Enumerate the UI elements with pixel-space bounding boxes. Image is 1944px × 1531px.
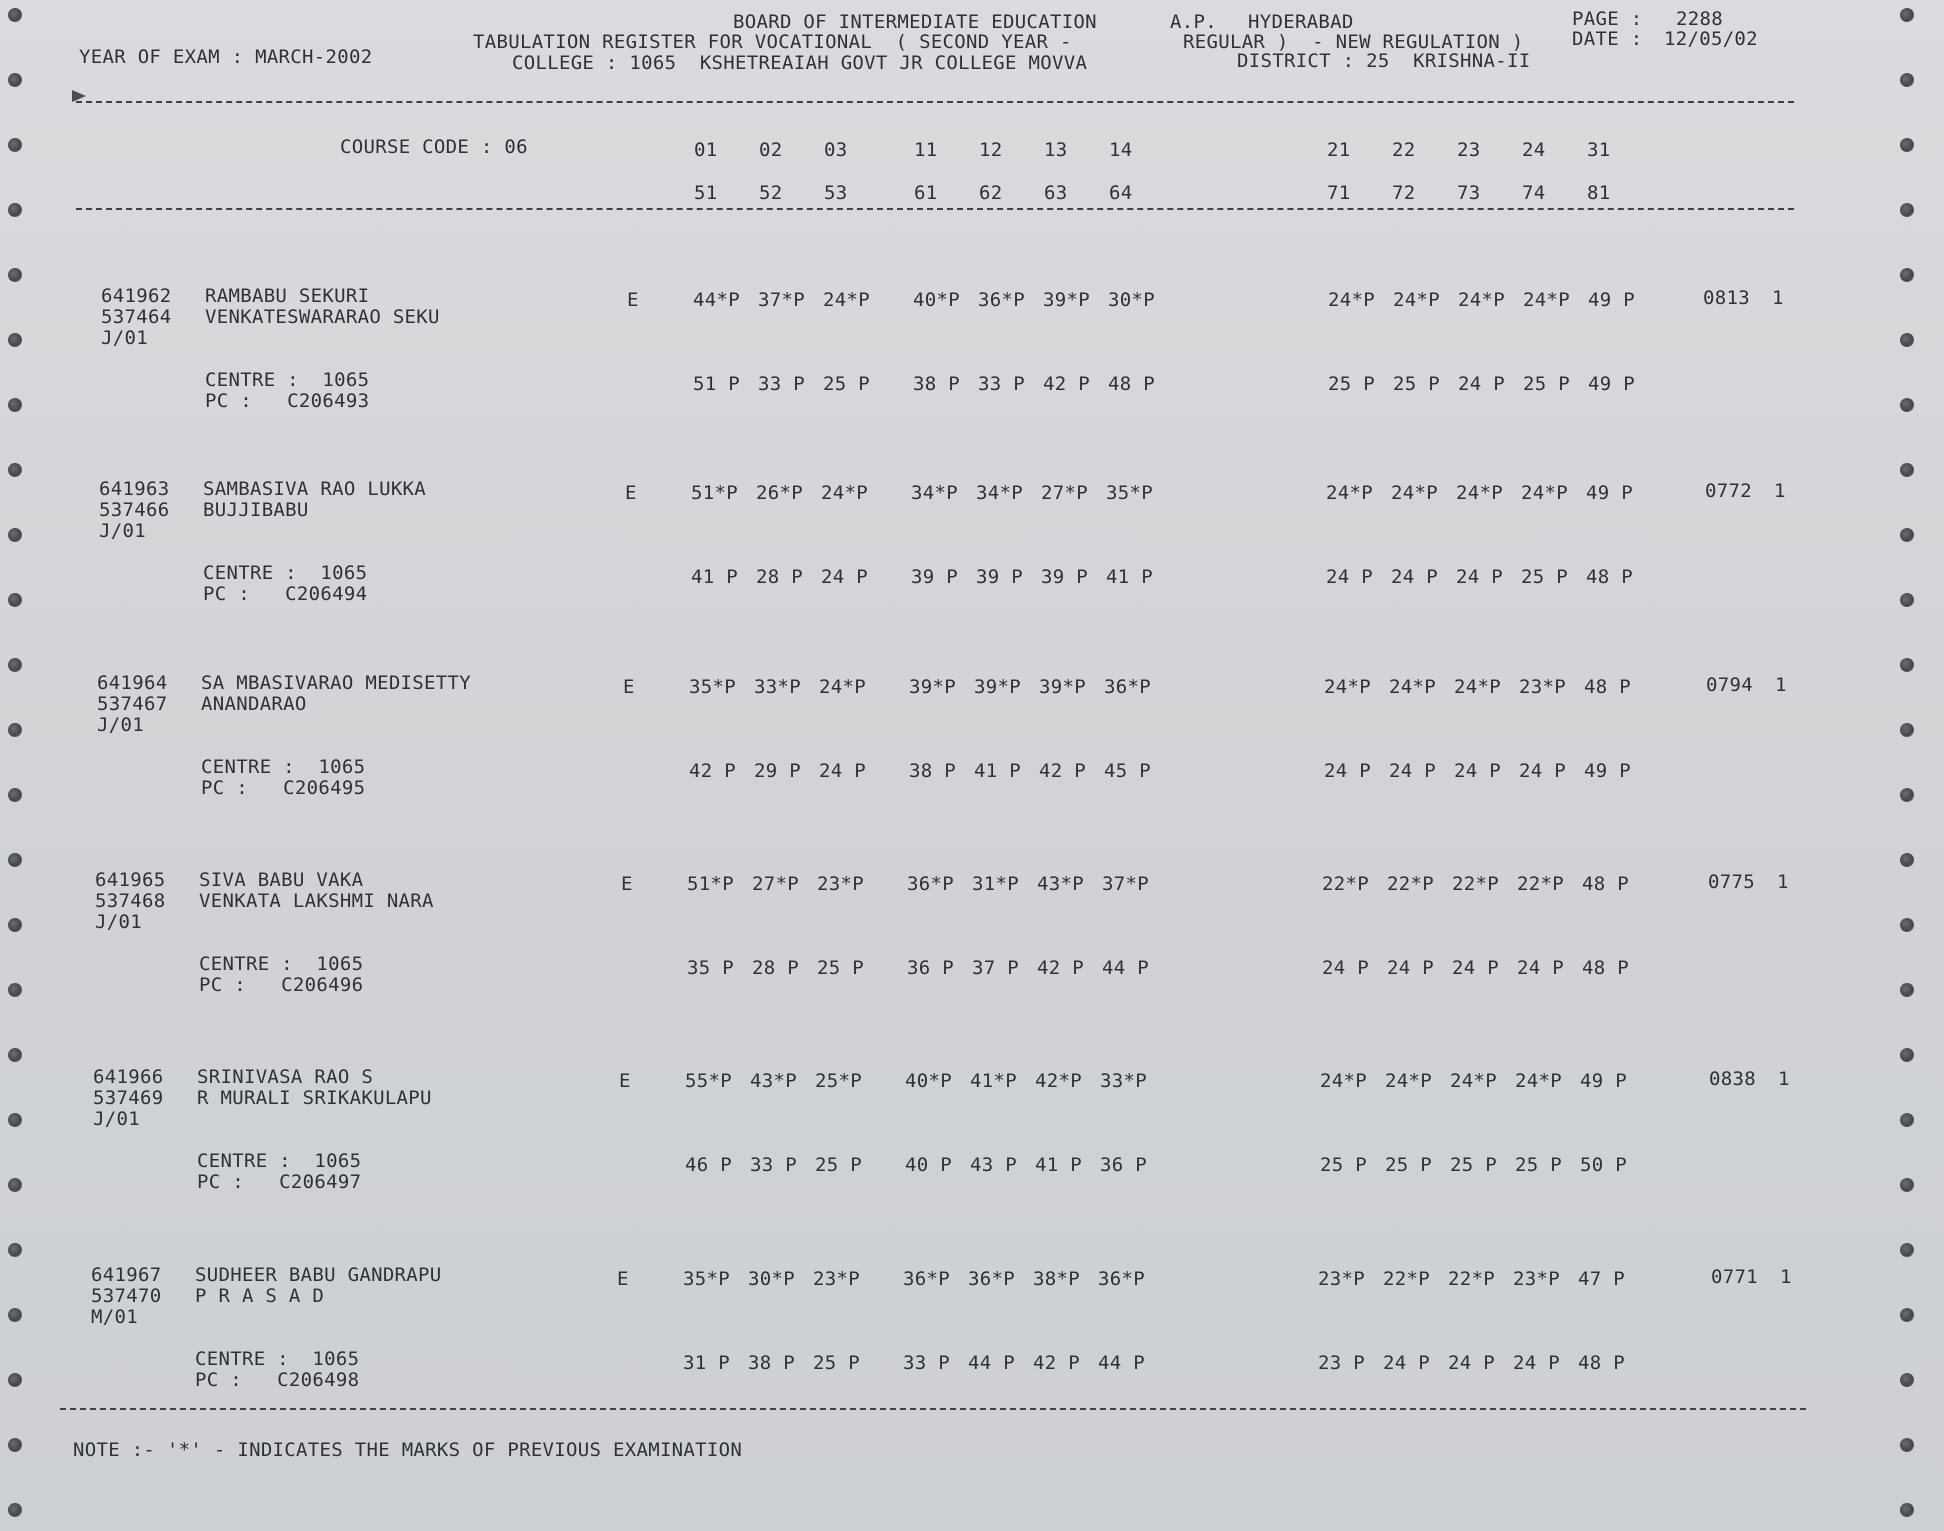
mark-current: 23*P [1513,1268,1560,1290]
year-of-exam: YEAR OF EXAM : MARCH-2002 [79,46,373,68]
centre-code: CENTRE : 1065 [205,369,370,391]
subject-code: 02 [759,139,783,161]
mark-current: 38*P [1033,1268,1080,1290]
mark-previous: 44 P [1102,957,1149,979]
header-divider [76,101,1794,103]
mark-current: 43*P [1037,873,1084,895]
mark-previous: 33 P [758,373,805,395]
tractor-hole [1900,723,1914,737]
pc-code: PC : C206493 [205,390,370,412]
mark-previous: 42 P [1039,760,1086,782]
mark-current: 24*P [823,289,870,311]
mark-previous: 35 P [687,957,734,979]
mark-previous: 25 P [1328,373,1375,395]
mark-previous: 42 P [1037,957,1084,979]
pc-code: PC : C206495 [201,777,366,799]
pc-code: PC : C206497 [197,1171,362,1193]
mark-current: 39*P [1039,676,1086,698]
roll-number: 537466 [99,499,170,521]
mark-current: 30*P [748,1268,795,1290]
tractor-hole [8,723,22,737]
medium-code: E [625,482,637,504]
total-marks: 0794 [1706,674,1753,696]
hall-ticket-number: 641962 [101,285,172,307]
mark-current: 49 P [1586,482,1633,504]
subject-code: 73 [1457,182,1481,204]
mark-previous: 25 P [815,1154,862,1176]
mark-current: 24*P [1523,289,1570,311]
mark-previous: 24 P [1322,957,1369,979]
mark-previous: 48 P [1108,373,1155,395]
centre-code: CENTRE : 1065 [201,756,366,778]
mark-current: 24*P [1326,482,1373,504]
roll-number: 537467 [97,693,168,715]
tractor-hole [8,593,22,607]
tractor-hole [1900,203,1914,217]
right-tractor-holes [1896,0,1920,1531]
student-name: RAMBABU SEKURI [205,285,370,307]
mark-previous: 49 P [1588,373,1635,395]
category-code: J/01 [95,911,142,933]
mark-current: 42*P [1035,1070,1082,1092]
subject-code: 53 [824,182,848,204]
subject-code: 52 [759,182,783,204]
tractor-hole [1900,1438,1914,1452]
mark-previous: 36 P [907,957,954,979]
mark-current: 36*P [907,873,954,895]
mark-current: 39*P [974,676,1021,698]
tractor-hole [1900,268,1914,282]
mark-current: 24*P [1320,1070,1367,1092]
subject-code: 14 [1109,139,1133,161]
mark-previous: 40 P [905,1154,952,1176]
mark-previous: 38 P [909,760,956,782]
mark-previous: 48 P [1582,957,1629,979]
subject-code: 01 [694,139,718,161]
tractor-hole [1900,593,1914,607]
footnote: NOTE :- '*' - INDICATES THE MARKS OF PREVIOUS EXAMINATION [73,1439,743,1461]
left-tractor-holes [4,0,28,1531]
tractor-hole [8,8,22,22]
mark-current: 36*P [1104,676,1151,698]
mark-previous: 24 P [1324,760,1371,782]
mark-current: 24*P [1450,1070,1497,1092]
father-name: R MURALI SRIKAKULAPU [197,1087,432,1109]
subject-code: 31 [1587,139,1611,161]
mark-previous: 48 P [1578,1352,1625,1374]
city-name: HYDERABAD [1248,11,1354,33]
mark-current: 24*P [1391,482,1438,504]
pc-code: PC : C206494 [203,583,368,605]
mark-current: 44*P [693,289,740,311]
mark-current: 24*P [821,482,868,504]
mark-current: 22*P [1383,1268,1430,1290]
mark-previous: 24 P [1456,566,1503,588]
father-name: ANANDARAO [201,693,307,715]
mark-previous: 43 P [970,1154,1017,1176]
mark-previous: 42 P [1033,1352,1080,1374]
tractor-hole [8,268,22,282]
mark-previous: 29 P [754,760,801,782]
subject-code: 64 [1109,182,1133,204]
result-code: 1 [1774,480,1786,502]
mark-previous: 24 P [1326,566,1373,588]
student-name: SUDHEER BABU GANDRAPU [195,1264,442,1286]
tractor-hole [1900,1373,1914,1387]
mark-current: 34*P [976,482,1023,504]
medium-code: E [621,873,633,895]
mark-previous: 24 P [1517,957,1564,979]
tractor-hole [8,73,22,87]
mark-previous: 24 P [1519,760,1566,782]
mark-previous: 51 P [693,373,740,395]
tractor-hole [1900,1048,1914,1062]
mark-current: 39*P [909,676,956,698]
mark-current: 24*P [1328,289,1375,311]
result-code: 1 [1777,871,1789,893]
tractor-hole [8,528,22,542]
pc-code: PC : C206496 [199,974,364,996]
tractor-hole [8,853,22,867]
tractor-hole [8,1113,22,1127]
print-date: 12/05/02 [1664,28,1758,50]
subject-code: 63 [1044,182,1068,204]
mark-current: 24*P [1385,1070,1432,1092]
tractor-hole [8,788,22,802]
mark-previous: 41 P [974,760,1021,782]
hall-ticket-number: 641966 [93,1066,164,1088]
mark-current: 40*P [905,1070,952,1092]
mark-previous: 25 P [1515,1154,1562,1176]
mark-previous: 39 P [1041,566,1088,588]
tractor-hole [1900,73,1914,87]
result-code: 1 [1775,674,1787,696]
mark-current: 36*P [903,1268,950,1290]
mark-current: 22*P [1387,873,1434,895]
tractor-hole [1900,1178,1914,1192]
mark-previous: 46 P [685,1154,732,1176]
mark-current: 23*P [813,1268,860,1290]
mark-previous: 33 P [903,1352,950,1374]
medium-code: E [623,676,635,698]
subject-code: 21 [1327,139,1351,161]
mark-current: 27*P [752,873,799,895]
mark-previous: 25 P [813,1352,860,1374]
result-code: 1 [1778,1068,1790,1090]
mark-current: 48 P [1584,676,1631,698]
tractor-hole [8,1308,22,1322]
subject-code: 13 [1044,139,1068,161]
result-code: 1 [1780,1266,1792,1288]
mark-current: 37*P [758,289,805,311]
subject-code: 74 [1522,182,1546,204]
tractor-hole [1900,788,1914,802]
subject-code: 62 [979,182,1003,204]
mark-previous: 25 P [1523,373,1570,395]
centre-code: CENTRE : 1065 [195,1348,360,1370]
mark-previous: 28 P [752,957,799,979]
tractor-hole [1900,463,1914,477]
mark-current: 35*P [683,1268,730,1290]
subject-code: 51 [694,182,718,204]
subject-code: 81 [1587,182,1611,204]
mark-previous: 24 P [1391,566,1438,588]
hall-ticket-number: 641965 [95,869,166,891]
board-name: BOARD OF INTERMEDIATE EDUCATION [733,11,1097,33]
mark-current: 49 P [1588,289,1635,311]
father-name: VENKATA LAKSHMI NARA [199,890,434,912]
tractor-hole [8,918,22,932]
medium-code: E [619,1070,631,1092]
centre-code: CENTRE : 1065 [203,562,368,584]
mark-previous: 49 P [1584,760,1631,782]
mark-current: 48 P [1582,873,1629,895]
total-marks: 0838 [1709,1068,1756,1090]
mark-previous: 44 P [1098,1352,1145,1374]
hall-ticket-number: 641967 [91,1264,162,1286]
mark-current: 24*P [1458,289,1505,311]
mark-previous: 48 P [1586,566,1633,588]
mark-current: 35*P [1106,482,1153,504]
mark-current: 51*P [687,873,734,895]
mark-previous: 25 P [1450,1154,1497,1176]
tractor-hole [8,463,22,477]
category-code: J/01 [93,1108,140,1130]
student-name: SRINIVASA RAO S [197,1066,374,1088]
mark-current: 25*P [815,1070,862,1092]
mark-previous: 36 P [1100,1154,1147,1176]
subject-code: 12 [979,139,1003,161]
mark-previous: 28 P [756,566,803,588]
student-name: SAMBASIVA RAO LUKKA [203,478,427,500]
mark-previous: 24 P [1387,957,1434,979]
district-name: DISTRICT : 25 KRISHNA-II [1237,50,1531,72]
register-title: TABULATION REGISTER FOR VOCATIONAL ( SECOND YEAR - [473,31,1072,53]
medium-code: E [627,289,639,311]
tractor-hole [8,1048,22,1062]
total-marks: 0772 [1705,480,1752,502]
mark-current: 27*P [1041,482,1088,504]
mark-current: 55*P [685,1070,732,1092]
total-marks: 0771 [1711,1266,1758,1288]
mark-current: 24*P [1454,676,1501,698]
mark-current: 31*P [972,873,1019,895]
page-number: 2288 [1676,8,1723,30]
column-header-divider [76,208,1794,210]
mark-previous: 33 P [750,1154,797,1176]
mark-current: 22*P [1517,873,1564,895]
mark-current: 43*P [750,1070,797,1092]
tractor-hole [8,658,22,672]
tractor-hole [8,1178,22,1192]
mark-previous: 25 P [1393,373,1440,395]
tractor-hole [1900,1113,1914,1127]
tractor-hole [8,1373,22,1387]
mark-previous: 24 P [1448,1352,1495,1374]
tractor-hole [8,983,22,997]
mark-current: 24*P [1324,676,1371,698]
mark-previous: 37 P [972,957,1019,979]
mark-current: 36*P [968,1268,1015,1290]
mark-current: 36*P [1098,1268,1145,1290]
category-code: J/01 [101,327,148,349]
pc-code: PC : C206498 [195,1369,360,1391]
mark-previous: 45 P [1104,760,1151,782]
tractor-hole [8,138,22,152]
mark-previous: 41 P [1106,566,1153,588]
tractor-hole [8,1503,22,1517]
tractor-hole [1900,1243,1914,1257]
tractor-hole [1900,528,1914,542]
mark-current: 47 P [1578,1268,1625,1290]
mark-current: 24*P [1456,482,1503,504]
page-label: PAGE : [1572,8,1643,30]
mark-previous: 25 P [1521,566,1568,588]
mark-previous: 25 P [823,373,870,395]
mark-previous: 24 P [1513,1352,1560,1374]
mark-current: 23*P [1519,676,1566,698]
subject-code: 03 [824,139,848,161]
total-marks: 0813 [1703,287,1750,309]
footer-divider [60,1408,1806,1410]
tractor-hole [8,1243,22,1257]
tractor-hole [1900,983,1914,997]
mark-previous: 24 P [1458,373,1505,395]
mark-previous: 50 P [1580,1154,1627,1176]
mark-current: 51*P [691,482,738,504]
tractor-hole [1900,8,1914,22]
mark-previous: 38 P [913,373,960,395]
mark-previous: 33 P [978,373,1025,395]
mark-previous: 23 P [1318,1352,1365,1374]
tractor-hole [8,333,22,347]
tractor-hole [1900,1503,1914,1517]
father-name: P R A S A D [195,1285,325,1307]
subject-code: 72 [1392,182,1416,204]
category-code: J/01 [97,714,144,736]
mark-current: 24*P [1393,289,1440,311]
mark-current: 22*P [1448,1268,1495,1290]
mark-current: 36*P [978,289,1025,311]
mark-previous: 25 P [817,957,864,979]
subject-code: 71 [1327,182,1351,204]
mark-current: 40*P [913,289,960,311]
mark-current: 24*P [819,676,866,698]
mark-current: 24*P [1521,482,1568,504]
subject-code: 11 [914,139,938,161]
mark-previous: 31 P [683,1352,730,1374]
centre-code: CENTRE : 1065 [197,1150,362,1172]
category-code: J/01 [99,520,146,542]
result-code: 1 [1772,287,1784,309]
mark-previous: 24 P [1452,957,1499,979]
student-name: SA MBASIVARAO MEDISETTY [201,672,471,694]
regulation-text: REGULAR ) - NEW REGULATION ) [1183,31,1524,53]
roll-number: 537470 [91,1285,162,1307]
mark-current: 24*P [1389,676,1436,698]
mark-current: 30*P [1108,289,1155,311]
tractor-hole [1900,398,1914,412]
tractor-hole [1900,138,1914,152]
subject-code: 61 [914,182,938,204]
subject-code: 22 [1392,139,1416,161]
mark-previous: 24 P [1383,1352,1430,1374]
mark-previous: 24 P [1454,760,1501,782]
hall-ticket-number: 641963 [99,478,170,500]
mark-current: 35*P [689,676,736,698]
mark-current: 41*P [970,1070,1017,1092]
mark-current: 33*P [754,676,801,698]
mark-previous: 25 P [1320,1154,1367,1176]
tractor-hole [1900,333,1914,347]
mark-current: 22*P [1452,873,1499,895]
mark-previous: 24 P [1389,760,1436,782]
mark-current: 49 P [1580,1070,1627,1092]
medium-code: E [617,1268,629,1290]
mark-previous: 44 P [968,1352,1015,1374]
mark-previous: 41 P [691,566,738,588]
course-code: COURSE CODE : 06 [340,136,528,158]
date-label: DATE : [1572,28,1643,50]
subject-code: 24 [1522,139,1546,161]
mark-previous: 41 P [1035,1154,1082,1176]
father-name: BUJJIBABU [203,499,309,521]
student-name: SIVA BABU VAKA [199,869,364,891]
tractor-hole [1900,853,1914,867]
roll-number: 537464 [101,306,172,328]
tractor-hole [8,1438,22,1452]
centre-code: CENTRE : 1065 [199,953,364,975]
subject-code: 23 [1457,139,1481,161]
mark-current: 33*P [1100,1070,1147,1092]
roll-number: 537469 [93,1087,164,1109]
mark-current: 22*P [1322,873,1369,895]
mark-current: 26*P [756,482,803,504]
mark-previous: 24 P [819,760,866,782]
tractor-hole [1900,1308,1914,1322]
tractor-hole [1900,918,1914,932]
college-name: COLLEGE : 1065 KSHETREAIAH GOVT JR COLLEGE MOVVA [512,52,1088,74]
mark-previous: 42 P [689,760,736,782]
total-marks: 0775 [1708,871,1755,893]
mark-previous: 24 P [821,566,868,588]
mark-previous: 38 P [748,1352,795,1374]
tractor-hole [1900,658,1914,672]
tractor-hole [8,398,22,412]
mark-current: 37*P [1102,873,1149,895]
mark-previous: 39 P [976,566,1023,588]
state-code: A.P. [1170,11,1217,33]
mark-previous: 25 P [1385,1154,1432,1176]
mark-current: 23*P [817,873,864,895]
tractor-hole [8,203,22,217]
father-name: VENKATESWARARAO SEKU [205,306,440,328]
mark-current: 24*P [1515,1070,1562,1092]
mark-current: 39*P [1043,289,1090,311]
mark-previous: 39 P [911,566,958,588]
mark-current: 34*P [911,482,958,504]
category-code: M/01 [91,1306,138,1328]
mark-current: 23*P [1318,1268,1365,1290]
mark-previous: 42 P [1043,373,1090,395]
roll-number: 537468 [95,890,166,912]
hall-ticket-number: 641964 [97,672,168,694]
